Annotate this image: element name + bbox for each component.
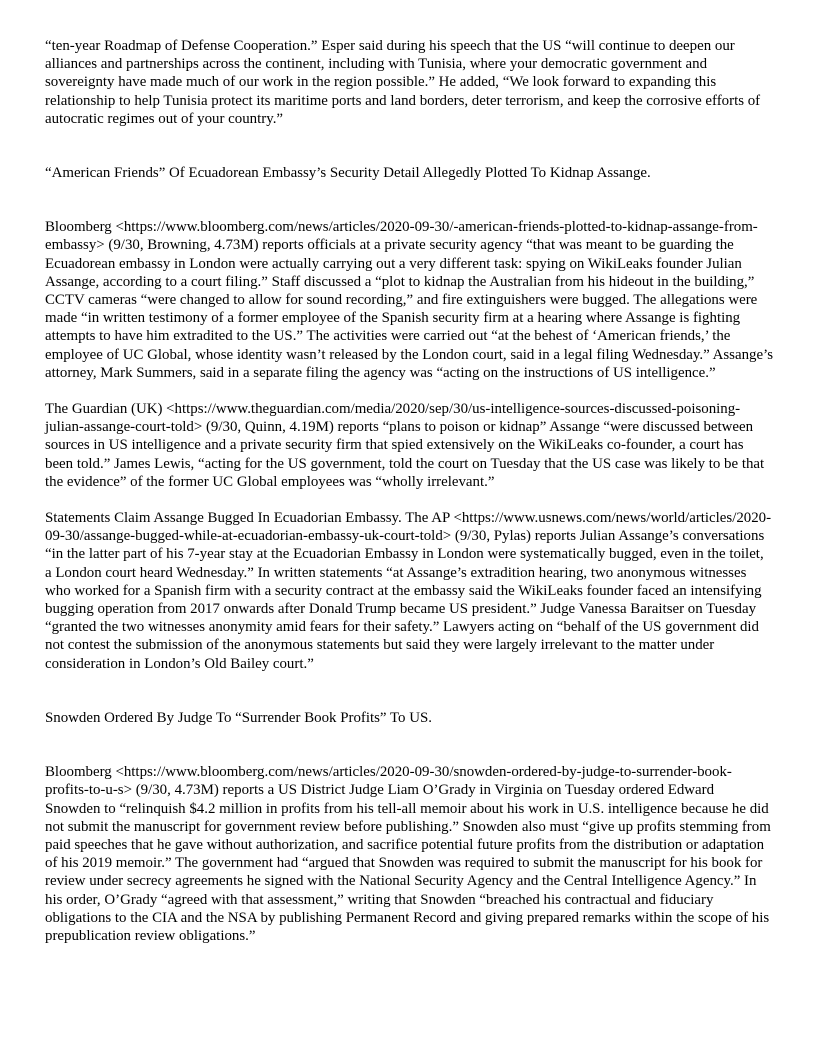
paragraph-bloomberg-assange: Bloomberg <https://www.bloomberg.com/news/articles/2020-09-30/-american-friends-plotted-to-kidnap-assange-from-embassy> (9/30, Browning, 4.73M) reports officials at a private security agency “that was meant to be guarding the Ecuadorean embassy in London were actually carrying out a very different task: spying on WikiLeaks founder Julian Assange, according to a court filing.” Staff discussed a “plot to kidnap the Australian from his hideout in the building,” CCTV cameras “were changed to allow for sound recording,” and fire extinguishers were bugged. The allegations were made “in written testimony of a former employee of the Spanish security firm at a hearing where Assange is fighting attempts to have him extradited to the US.” The activities were carried out “at the behest of ‘American friends,’ the employee of UC Global, whose identity wasn’t released by the London court, said in a legal filing Wednesday.” Assange’s attorney, Mark Summers, said in a separate filing the agency was “acting on the instructions of US intelligence.” xyxy=(45,219,773,381)
spacer xyxy=(45,382,773,400)
headline-snowden-book-profits: Snowden Ordered By Judge To “Surrender Book Profits” To US. xyxy=(45,709,432,726)
document-page xyxy=(45,37,773,945)
paragraph-ap-assange-bugged: Statements Claim Assange Bugged In Ecuadorian Embassy. The AP <https://www.usnews.com/news/world/articles/2020-09-30/assange-bugged-while-at-ecuadorian-embassy-uk-court-told> (9/30, Pylas) reports Julian Assange’s conversations “in the latter part of his 7-year stay at the Ecuadorian Embassy in London were systematically bugged, even in the toilet, a London court heard Wednesday.” In written statements “at Assange’s extradition hearing, two anonymous witnesses who worked for a Spanish firm with a security contract at the embassy said the WikiLeaks founder faced an intensifying bugging operation from 2017 onwards after Donald Trump became US president.” Judge Vanessa Baraitser on Tuesday “granted the two witnesses anonymity amid fears for their safety.” Lawyers acting on “behalf of the US government did not contest the submission of the anonymous statements but said they were largely irrelevant to the matter under consideration in London’s Old Bailey court.” xyxy=(45,510,772,672)
paragraph-guardian-assange: The Guardian (UK) <https://www.theguardian.com/media/2020/sep/30/us-intelligence-sources-discussed-poisoning-julian-assange-court-told> (9/30, Quinn, 4.19M) reports “plans to poison or kidnap” Assange “were discussed between sources in US intelligence and a private security firm that spied extensively on the WikiLeaks co-founder, a court has been told.” James Lewis, “acting for the US government, told the court on Tuesday that the US case was likely to be that the evidence” of the former UC Global employees was “wholly irrelevant.” xyxy=(45,401,765,490)
spacer xyxy=(45,182,773,218)
spacer xyxy=(45,128,773,164)
paragraph-esper-tunisia: “ten-year Roadmap of Defense Cooperation.” Esper said during his speech that the US “will continue to deepen our alliances and partnerships across the continent, including with Tunisia, where your democratic government and sovereignty have made much of our work in the region possible.” He added, “We look forward to expanding this relationship to help Tunisia protect its maritime ports and land borders, deter terrorism, and keep the corrosive efforts of autocratic regimes out of your country.” xyxy=(45,38,761,127)
spacer xyxy=(45,491,773,509)
headline-assange-kidnap-plot: “American Friends” Of Ecuadorean Embassy’s Security Detail Allegedly Plotted To Kidnap Assange. xyxy=(45,165,651,182)
paragraph-bloomberg-snowden: Bloomberg <https://www.bloomberg.com/news/articles/2020-09-30/snowden-ordered-by-judge-to-surrender-book-profits-to-u-s> (9/30, 4.73M) reports a US District Judge Liam O’Grady in Virginia on Tuesday ordered Edward Snowden to “relinquish $4.2 million in profits from his tell-all memoir about his work in U.S. intelligence because he did not submit the manuscript for government review before publishing.” Snowden also must “give up profits stemming from paid speeches that he gave without authorization, and sacrifice potential future profits from the distribution or adaptation of his 2019 memoir.” The government had “argued that Snowden was required to submit the manuscript for his book for review under secrecy agreements he signed with the National Security Agency and the Central Intelligence Agency.” In his order, O’Grady “agreed with that assessment,” writing that Snowden “breached his contractual and fiduciary obligations to the CIA and the NSA by publishing Permanent Record and giving prepared remarks within the scope of his prepublication review obligations.” xyxy=(45,764,771,944)
spacer xyxy=(45,673,773,709)
spacer xyxy=(45,727,773,763)
